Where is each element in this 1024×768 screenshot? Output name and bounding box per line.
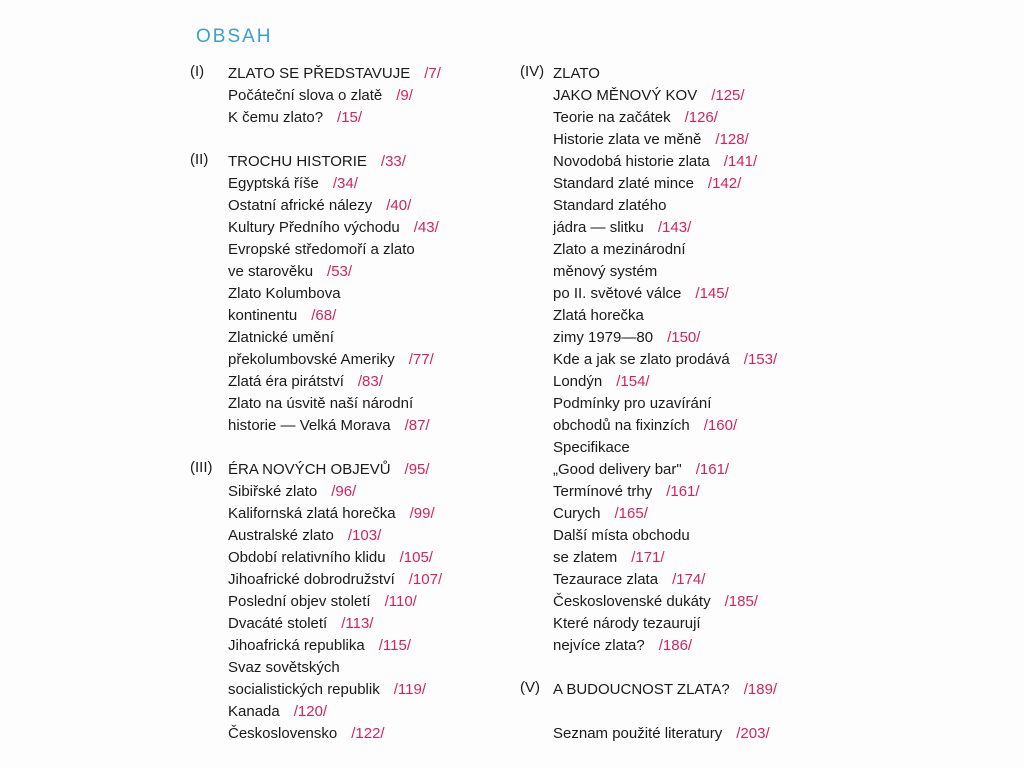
page-number: /33/ [380, 153, 406, 170]
toc-entry[interactable] [553, 327, 840, 349]
entry-title: Novodobá historie zlata [553, 153, 710, 170]
entry-title: ÉRA NOVÝCH OBJEVŮ [228, 461, 391, 478]
entry-title: Standard zlatého [553, 197, 667, 214]
entry-title: zimy 1979—80 [553, 329, 654, 346]
entry-title: K čemu zlato? [228, 109, 324, 126]
entry-title: Specifikace [553, 439, 630, 456]
page-number: /68/ [311, 307, 337, 324]
entry-title: kontinentu [228, 307, 298, 324]
entry-title: Ostatní africké nálezy [228, 197, 373, 214]
toc-section [520, 723, 840, 745]
entry-title: po II. světové válce [553, 285, 682, 302]
toc-entry[interactable] [228, 239, 520, 261]
page-number: /142/ [707, 175, 742, 192]
page-number: /115/ [378, 637, 411, 654]
entry-title: Další místa obchodu [553, 527, 690, 544]
entry-title: Kalifornská zlatá horečka [228, 505, 396, 522]
entry-title: se zlatem [553, 549, 618, 566]
toc-entry[interactable] [228, 85, 520, 107]
toc-entry[interactable] [553, 635, 840, 657]
page-number: /7/ [424, 65, 441, 82]
page-number: /87/ [404, 417, 430, 434]
entry-title: Počáteční slova o zlatě [228, 87, 383, 104]
toc-column-left [190, 63, 520, 745]
entry-title: Londýn [553, 373, 603, 390]
page-number: /122/ [351, 725, 385, 742]
toc-entry[interactable] [228, 327, 520, 349]
entry-title: Které národy tezaurují [553, 615, 701, 632]
entry-title: Zlatnické umění [228, 329, 334, 346]
section-number: (II) [190, 151, 209, 168]
toc-entry[interactable] [553, 305, 840, 327]
entry-title: historie — Velká Morava [228, 417, 391, 434]
toc-entry[interactable] [228, 195, 520, 217]
toc-entry[interactable] [228, 371, 520, 393]
section-gap [190, 437, 520, 459]
entry-title: Dvacáté století [228, 615, 328, 632]
page-number: /165/ [614, 505, 648, 522]
page-number: /143/ [657, 219, 692, 236]
toc-column-right [520, 63, 840, 745]
toc-entry[interactable] [228, 63, 520, 85]
toc-entry[interactable] [553, 415, 840, 437]
entry-title: Období relativního klidu [228, 549, 386, 566]
toc-entry[interactable] [228, 723, 520, 745]
section-gap [520, 657, 840, 679]
toc-entry[interactable] [553, 459, 840, 481]
section-entries [228, 459, 520, 745]
toc-section [190, 63, 520, 129]
entry-title: Jihoafrické dobrodružství [228, 571, 395, 588]
toc-entry[interactable] [228, 547, 520, 569]
toc-entry[interactable] [553, 437, 840, 459]
entry-title: Zlato Kolumbova [228, 285, 341, 302]
entry-title: Tezaurace zlata [553, 571, 659, 588]
toc-entry[interactable] [553, 195, 840, 217]
page-number: /110/ [384, 593, 417, 610]
entry-title: Kultury Předního východu [228, 219, 400, 236]
page-number: /125/ [711, 87, 745, 104]
page-number: /126/ [684, 109, 718, 126]
section-gap [520, 701, 840, 723]
page-number: /113/ [341, 615, 374, 632]
page-number: /83/ [357, 373, 383, 390]
toc-entry[interactable] [553, 107, 840, 129]
toc-entry[interactable] [553, 63, 840, 85]
toc-entry[interactable] [228, 283, 520, 305]
entry-title: Termínové trhy [553, 483, 653, 500]
page-number: /120/ [293, 703, 328, 720]
toc-entry[interactable] [228, 217, 520, 239]
page-number: /105/ [399, 549, 433, 566]
page-number: /141/ [723, 153, 758, 170]
entry-title: Zlato a mezinárodní [553, 241, 686, 258]
toc-entry[interactable] [228, 393, 520, 415]
toc-entry[interactable] [553, 503, 840, 525]
entry-title: socialistických republik [228, 681, 380, 698]
section-entries [228, 151, 520, 437]
toc-entry[interactable] [553, 85, 840, 107]
page-number: /150/ [667, 329, 701, 346]
entry-title: Curych [553, 505, 601, 522]
toc-entry[interactable] [553, 569, 840, 591]
section-entries [553, 679, 840, 701]
page-number: /99/ [409, 505, 435, 522]
toc-entry[interactable] [553, 613, 840, 635]
page-number: /53/ [327, 263, 353, 280]
section-gap [190, 129, 520, 151]
toc-entry[interactable] [228, 591, 520, 613]
toc-entry[interactable] [553, 371, 840, 393]
toc-entry[interactable] [228, 107, 520, 129]
toc-entry[interactable] [228, 349, 520, 371]
entry-title: Zlatá horečka [553, 307, 644, 324]
toc-entry[interactable] [228, 151, 520, 173]
toc-section [520, 63, 840, 657]
page-number: /128/ [715, 131, 749, 148]
toc-entry[interactable] [228, 679, 520, 701]
page-number: /34/ [332, 175, 358, 192]
toc-entry[interactable] [553, 261, 840, 283]
toc-entry[interactable] [228, 459, 520, 481]
entry-title: Seznam použité literatury [553, 725, 723, 742]
entry-title: TROCHU HISTORIE [228, 153, 367, 170]
entry-title: nejvíce zlata? [553, 637, 645, 654]
section-entries [228, 63, 520, 129]
toc-entry[interactable] [228, 503, 520, 525]
toc-entry[interactable] [228, 613, 520, 635]
section-number: (I) [190, 63, 205, 80]
page-number: /119/ [393, 681, 426, 698]
toc-entry[interactable] [228, 657, 520, 679]
entry-title: Australské zlato [228, 527, 334, 544]
toc-entry[interactable] [228, 569, 520, 591]
toc-entry[interactable] [553, 591, 840, 613]
page-number: /154/ [616, 373, 650, 390]
page-number: /96/ [331, 483, 357, 500]
entry-title: Svaz sovětských [228, 659, 340, 676]
entry-title: Egyptská říše [228, 175, 319, 192]
page-number: /153/ [743, 351, 778, 368]
entry-title: Jihoafrická republika [228, 637, 365, 654]
toc-entry[interactable] [228, 173, 520, 195]
entry-title: A BUDOUCNOST ZLATA? [553, 681, 730, 698]
page-number: /103/ [347, 527, 382, 544]
toc-entry[interactable] [553, 679, 840, 701]
entry-title: Kde a jak se zlato prodává [553, 351, 730, 368]
entry-title: měnový systém [553, 263, 658, 280]
entry-title: Kanada [228, 703, 280, 720]
page-number: /171/ [631, 549, 665, 566]
toc-entry[interactable] [553, 393, 840, 415]
section-number: (III) [190, 459, 213, 476]
toc-entry[interactable] [228, 261, 520, 283]
page-number: /43/ [413, 219, 439, 236]
page-number: /15/ [337, 109, 363, 126]
toc-section [190, 151, 520, 437]
entry-title: překolumbovské Ameriky [228, 351, 395, 368]
toc-entry[interactable] [228, 635, 520, 657]
page-number: /145/ [695, 285, 729, 302]
toc-entry[interactable] [228, 525, 520, 547]
toc-entry[interactable] [553, 525, 840, 547]
toc-entry[interactable] [228, 701, 520, 723]
entry-title: Zlatá éra pirátství [228, 373, 344, 390]
entry-title: Zlato na úsvitě naší národní [228, 395, 414, 412]
entry-title: Podmínky pro uzavírání [553, 395, 712, 412]
toc-entry[interactable] [553, 349, 840, 371]
page-number: /107/ [408, 571, 443, 588]
page-number: /161/ [695, 461, 730, 478]
page-number: /174/ [672, 571, 706, 588]
toc-entry[interactable] [553, 481, 840, 503]
toc-title: OBSAH [196, 26, 273, 47]
page-number: /186/ [658, 637, 693, 654]
toc-entry[interactable] [553, 129, 840, 151]
toc-entry[interactable] [553, 283, 840, 305]
toc-entry[interactable] [553, 151, 840, 173]
entry-title: Poslední objev století [228, 593, 371, 610]
entry-title: „Good delivery bar" [553, 461, 682, 478]
toc-entry[interactable] [553, 173, 840, 195]
entry-title: Československé dukáty [553, 593, 711, 610]
page-number: /40/ [386, 197, 412, 214]
section-entries [553, 723, 840, 745]
toc-entry[interactable] [553, 723, 840, 745]
section-number: (V) [520, 679, 540, 696]
entry-title: Československo [228, 725, 338, 742]
page-number: /9/ [396, 87, 413, 104]
page-number: /77/ [408, 351, 434, 368]
page-number: /160/ [703, 417, 738, 434]
entry-title: ZLATO SE PŘEDSTAVUJE [228, 65, 411, 82]
page-number: /185/ [724, 593, 758, 610]
entry-title: Sibiřské zlato [228, 483, 318, 500]
entry-title: jádra — slitku [553, 219, 644, 236]
section-number: (IV) [520, 63, 545, 80]
entry-title: Historie zlata ve měně [553, 131, 702, 148]
page-number: /203/ [736, 725, 770, 742]
toc-entry[interactable] [228, 415, 520, 437]
toc-entry[interactable] [553, 217, 840, 239]
entry-title: Evropské středomoří a zlato [228, 241, 415, 258]
section-entries [553, 63, 840, 657]
toc-section [190, 459, 520, 745]
entry-title: ZLATO [553, 65, 600, 82]
entry-title: Standard zlaté mince [553, 175, 694, 192]
toc-entry[interactable] [553, 239, 840, 261]
entry-title: obchodů na fixinzích [553, 417, 690, 434]
page-number: /189/ [743, 681, 778, 698]
page-number: /95/ [404, 461, 430, 478]
entry-title: JAKO MĚNOVÝ KOV [553, 87, 698, 104]
entry-title: ve starověku [228, 263, 314, 280]
toc-entry[interactable] [553, 547, 840, 569]
page-number: /161/ [666, 483, 700, 500]
toc-entry[interactable] [228, 305, 520, 327]
toc-section [520, 679, 840, 701]
entry-title: Teorie na začátek [553, 109, 671, 126]
toc-entry[interactable] [228, 481, 520, 503]
